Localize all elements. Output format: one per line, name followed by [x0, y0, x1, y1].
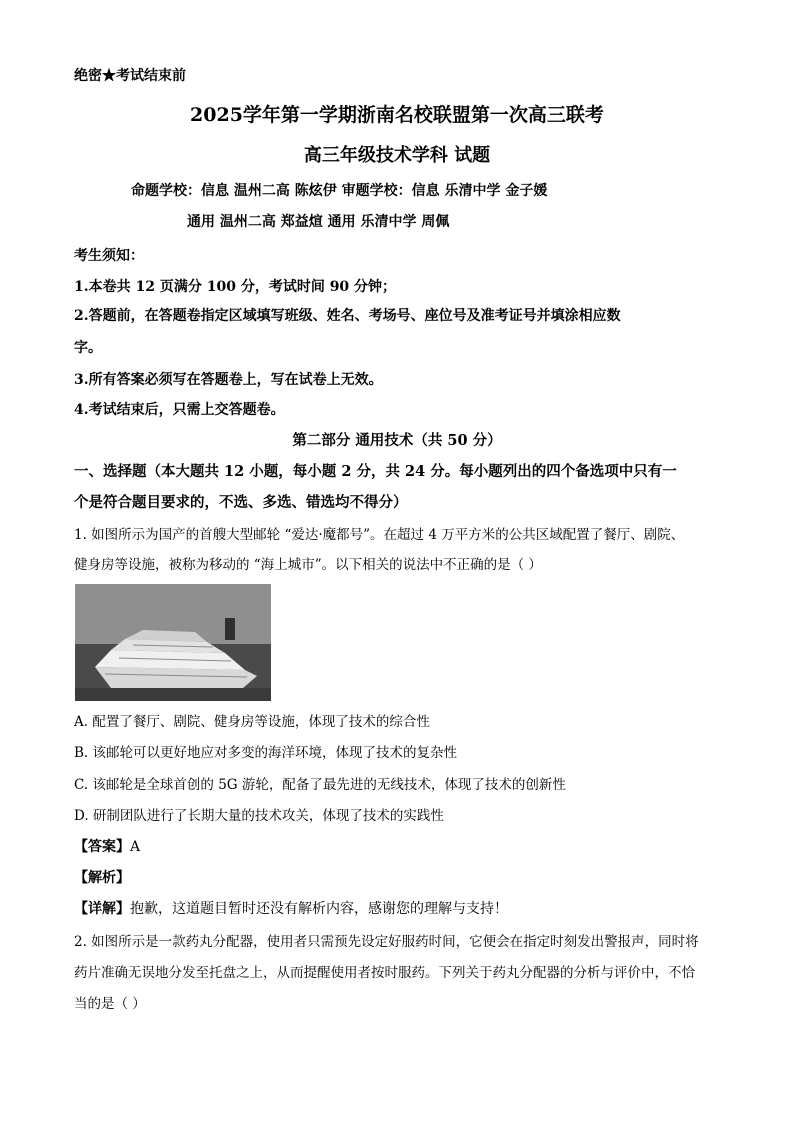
- question-2-stem-line-1: 2. 如图所示是一款药丸分配器，使用者只需预先设定好服药时间，它便会在指定时刻发出警报声，同时将: [74, 934, 699, 950]
- answer-label: 【答案】: [74, 839, 130, 855]
- notice-item: 2.答题前，在答题卷指定区域填写班级、姓名、考场号、座位号及准考证号并填涂相应数: [74, 308, 621, 324]
- authors-line-2: 通用 温州二高 郑益煊 通用 乐清中学 周佩: [187, 214, 450, 230]
- answer-line: [74, 838, 140, 856]
- notice-item: 3.所有答案必须写在答题卷上，写在试卷上无效。: [74, 372, 383, 388]
- part-title: 第二部分 通用技术（共 50 分）: [292, 432, 502, 449]
- question-2-stem-line-3: 当的是（ ）: [74, 996, 146, 1012]
- exam-subtitle: 高三年级技术学科 试题: [303, 145, 491, 166]
- analysis-label: 【解析】: [74, 870, 130, 886]
- notice-item: 4.考试结束后，只需上交答题卷。: [74, 402, 285, 418]
- question-1-option-d: D. 研制团队进行了长期大量的技术攻关，体现了技术的实践性: [74, 808, 444, 824]
- notice-item: 字。: [74, 340, 102, 356]
- question-1-option-b: B. 该邮轮可以更好地应对多变的海洋环境，体现了技术的复杂性: [74, 745, 458, 761]
- question-1-option-a: A. 配置了餐厅、剧院、健身房等设施，体现了技术的综合性: [74, 714, 430, 730]
- secret-label: 绝密★考试结束前: [74, 68, 186, 84]
- answer-value: A: [130, 839, 141, 855]
- detail-text: 抱歉，这道题目暂时还没有解析内容，感谢您的理解与支持！: [130, 901, 508, 917]
- detail-line: [74, 900, 508, 918]
- notice-heading: 考生须知：: [74, 248, 144, 264]
- question-2-stem-line-2: 药片准确无误地分发至托盘之上，从而提醒使用者按时服药。下列关于药丸分配器的分析与评价中，不恰: [74, 965, 695, 981]
- notice-item: 1.本卷共 12 页满分 100 分，考试时间 90 分钟；: [74, 279, 397, 295]
- question-1-stem-line-1: 1. 如图所示为国产的首艘大型邮轮 “爱达·魔都号”。在超过 4 万平方米的公共区域配置了餐厅、剧院、: [74, 527, 685, 543]
- detail-label: 【详解】: [74, 901, 130, 917]
- exam-title: 2025学年第一学期浙南名校联盟第一次高三联考: [190, 104, 604, 126]
- section-heading-line-1: 一、选择题（本大题共 12 小题，每小题 2 分，共 24 分。每小题列出的四个备选项中只有一: [74, 463, 677, 480]
- cruise-ship-photo: [75, 584, 271, 701]
- section-heading-line-2: 个是符合题目要求的，不选、多选、错选均不得分）: [74, 494, 408, 511]
- authors-line-1: 命题学校：信息 温州二高 陈炫伊 审题学校：信息 乐清中学 金子媛: [131, 183, 548, 199]
- question-1-option-c: C. 该邮轮是全球首创的 5G 游轮，配备了最先进的无线技术，体现了技术的创新性: [74, 777, 566, 793]
- question-1-stem-line-2: 健身房等设施，被称为移动的 “海上城市”。以下相关的说法中不正确的是（ ）: [74, 557, 542, 573]
